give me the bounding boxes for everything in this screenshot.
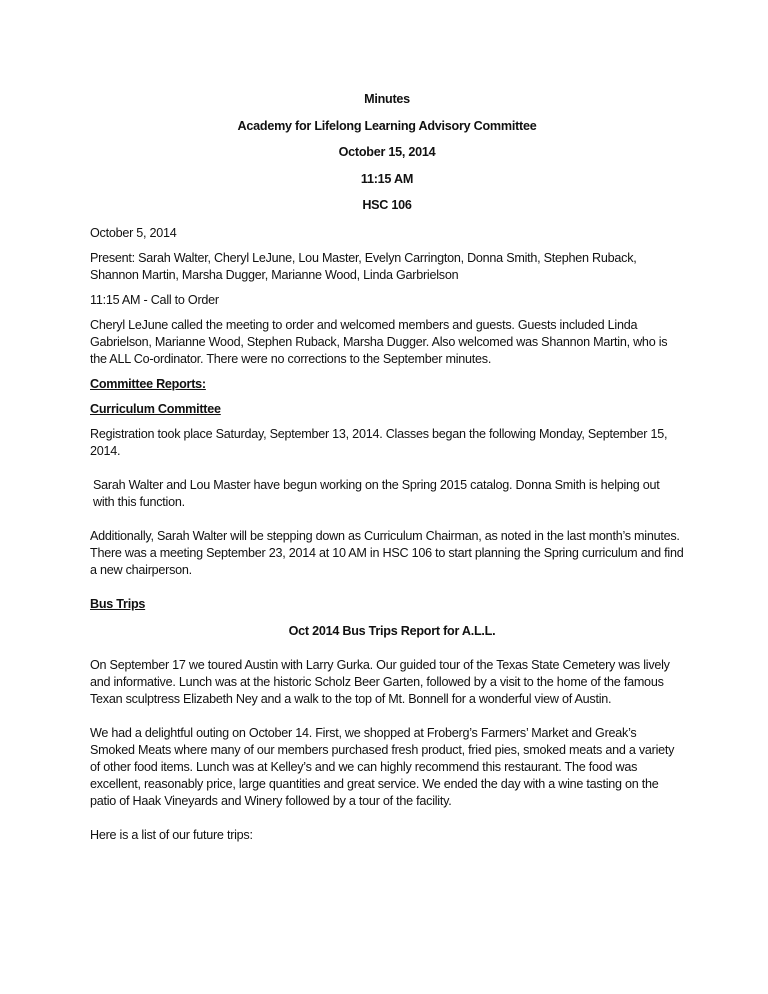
curriculum-heading: Curriculum Committee — [90, 401, 221, 416]
curriculum-paragraph-3: Additionally, Sarah Walter will be stepping down as Curriculum Chairman, as noted in the last month’s minutes. There was a meeting September 23, 2014 at 10 AM in HSC 106 to start planning the Spring curriculum and find a new chairperson. — [90, 528, 684, 577]
bus-report-title: Oct 2014 Bus Trips Report for A.L.L. — [288, 623, 496, 638]
committee-name: Academy for Lifelong Learning Advisory Committee — [237, 118, 537, 133]
date-line: October 5, 2014 — [90, 225, 177, 240]
committee-reports-heading: Committee Reports: — [90, 376, 206, 391]
bus-trips-heading: Bus Trips — [90, 596, 146, 611]
meeting-time: 11:15 AM — [360, 171, 414, 186]
call-to-order: 11:15 AM - Call to Order — [90, 292, 219, 307]
attendees-paragraph: Present: Sarah Walter, Cheryl LeJune, Lou Master, Evelyn Carrington, Donna Smith, Stephen Ruback, Shannon Martin, Marsha Dugger, Marianne Wood, Linda Garbrielson — [90, 250, 637, 282]
meeting-date: October 15, 2014 — [338, 145, 436, 159]
curriculum-paragraph-2: Sarah Walter and Lou Master have begun working on the Spring 2015 catalog. Donna Smith is helping out with this function. — [93, 477, 660, 509]
meeting-room: HSC 106 — [362, 198, 412, 212]
bus-paragraph-2: We had a delightful outing on October 14. First, we shopped at Froberg’s Farmers’ Market and Greak’s Smoked Meats where many of our members purchased fresh product, fried pies, smoked meats and a variety of other food items. Lunch was at Kelley’s and we can highly recommend this restaurant. The food was excellent, reasonably price, large quantities and great service. We ended the day with a wine tasting on the patio of Haak Vineyards and Winery followed by a tour of the facility. — [90, 725, 675, 808]
curriculum-paragraph-1: Registration took place Saturday, September 13, 2014. Classes began the following Monday, September 15, 2014. — [90, 426, 668, 458]
bus-paragraph-1: On September 17 we toured Austin with Larry Gurka. Our guided tour of the Texas State Cemetery was lively and informative. Lunch was at the historic Scholz Beer Garten, followed by a visit to the home of the famous Texan sculptress Elizabeth Ney and a walk to the top of Mt. Bonnell for a wonderful view of Austin. — [90, 657, 670, 706]
document-page — [90, 86, 684, 852]
future-trips-line: Here is a list of our future trips: — [90, 827, 253, 842]
document-title: Minutes — [364, 92, 410, 106]
welcome-paragraph: Cheryl LeJune called the meeting to order and welcomed members and guests. Guests included Linda Gabrielson, Marianne Wood, Stephen Ruback, Marsha Dugger. Also welcomed was Shannon Martin, who is the ALL Co-ordinator. There were no corrections to the September minutes. — [90, 317, 668, 366]
